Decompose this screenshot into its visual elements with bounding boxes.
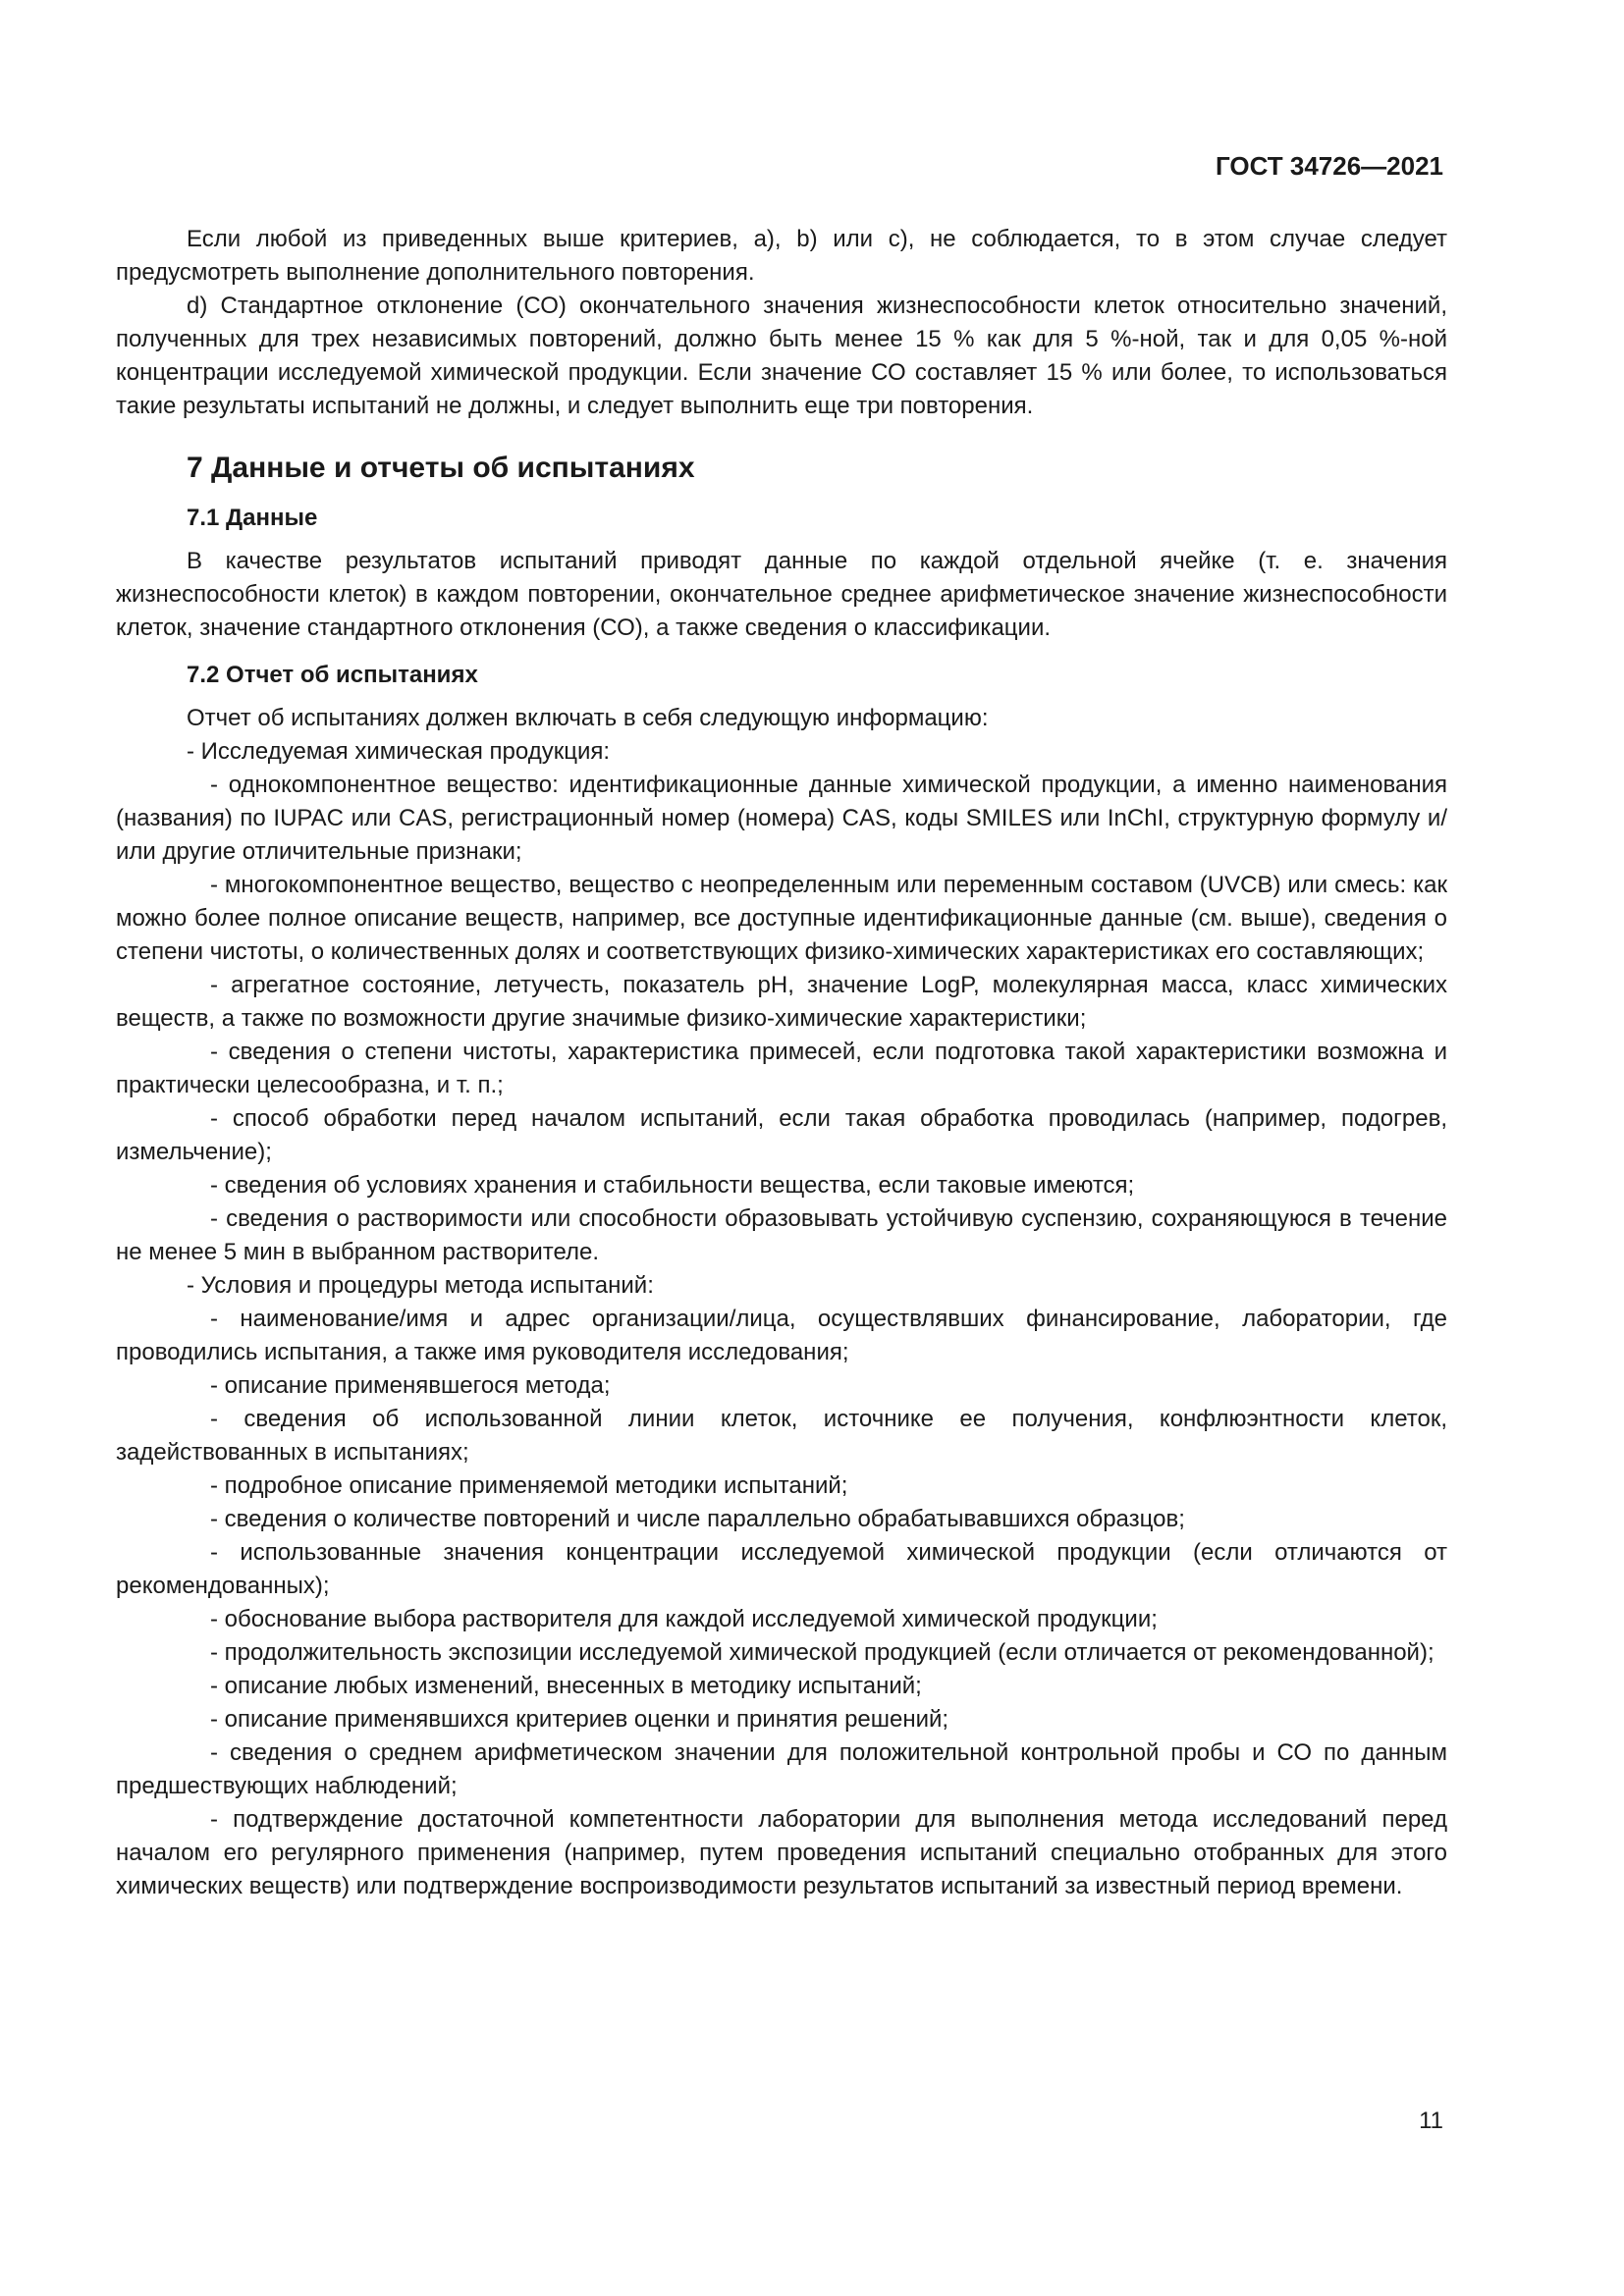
list-item: - подробное описание применяемой методики испытаний; <box>210 1472 848 1499</box>
paragraph: d) Стандартное отклонение (СО) окончательного значения жизнеспособности клеток относительно значений, полученных для трех независимых повторений, должно быть менее 15 % как для 5 %-ной, так и для 0,05 %-ной концентрации исследуемой химической продукции. Если значение СО составляет 15 % или более, то использоваться такие результаты испытаний не должны, и следует выполнить еще три повторения. <box>116 293 1447 419</box>
list-item: - описание любых изменений, внесенных в методику испытаний; <box>210 1673 922 1699</box>
page-body <box>116 223 1447 1903</box>
list-item: - однокомпонентное вещество: идентификационные данные химической продукции, а именно наименования (названия) по IUPAC или CAS, регистрационный номер (номера) CAS, коды SMILES или InChI, структурную формулу и/или другие отличительные признаки; <box>116 772 1447 865</box>
subsection-heading: 7.2 Отчет об испытаниях <box>187 662 478 688</box>
list-item: - использованные значения концентрации исследуемой химической продукции (если отличаются от рекомендованных); <box>116 1539 1447 1599</box>
paragraph: В качестве результатов испытаний приводят данные по каждой отдельной ячейке (т. е. значения жизнеспособности клеток) в каждом повторении, окончательное среднее арифметическое значение жизнеспособности клеток, значение стандартного отклонения (СО), а также сведения о классификации. <box>116 548 1447 641</box>
list-item: - многокомпонентное вещество, вещество с неопределенным или переменным составом (UVCB) или смесь: как можно более полное описание веществ, например, все доступные идентификационные данные (см. выше), сведения о степени чистоты, о количественных долях и соответствующих физико-химических характеристиках его составляющих; <box>116 872 1447 965</box>
list-item: - сведения о степени чистоты, характеристика примесей, если подготовка такой характеристики возможна и практически целесообразна, и т. п.; <box>116 1039 1447 1098</box>
list-item: - способ обработки перед началом испытаний, если такая обработка проводилась (например, подогрев, измельчение); <box>116 1105 1447 1165</box>
subsection-heading: 7.1 Данные <box>187 505 318 531</box>
list-item: - сведения об использованной линии клеток, источнике ее получения, конфлюэнтности клеток, задействованных в испытаниях; <box>116 1406 1447 1466</box>
list-item: - обоснование выбора растворителя для каждой исследуемой химической продукции; <box>210 1606 1158 1632</box>
section-heading: 7 Данные и отчеты об испытаниях <box>187 452 695 484</box>
list-group-title: - Условия и процедуры метода испытаний: <box>187 1272 654 1299</box>
list-item: - описание применявшихся критериев оценки и принятия решений; <box>210 1706 949 1733</box>
list-item: - сведения о среднем арифметическом значении для положительной контрольной пробы и СО по данным предшествующих наблюдений; <box>116 1739 1447 1799</box>
paragraph: Отчет об испытаниях должен включать в себя следующую информацию: <box>187 705 989 731</box>
list-item: - сведения о количестве повторений и числе параллельно обрабатывавшихся образцов; <box>210 1506 1185 1532</box>
list-item: - продолжительность экспозиции исследуемой химической продукцией (если отличается от рекомендованной); <box>210 1639 1435 1666</box>
list-item: - агрегатное состояние, летучесть, показатель pH, значение LogP, молекулярная масса, класс химических веществ, а также по возможности другие значимые физико-химические характеристики; <box>116 972 1447 1032</box>
list-item: - наименование/имя и адрес организации/лица, осуществлявших финансирование, лаборатории, где проводились испытания, а также имя руководителя исследования; <box>116 1306 1447 1365</box>
list-item: - описание применявшегося метода; <box>210 1372 611 1399</box>
paragraph: Если любой из приведенных выше критериев, a), b) или c), не соблюдается, то в этом случае следует предусмотреть выполнение дополнительного повторения. <box>116 226 1447 286</box>
list-item: - сведения об условиях хранения и стабильности вещества, если таковые имеются; <box>210 1172 1135 1199</box>
page-number: 11 <box>1419 2108 1443 2134</box>
document-code: ГОСТ 34726—2021 <box>1216 151 1443 181</box>
list-item: - подтверждение достаточной компетентности лаборатории для выполнения метода исследований перед началом его регулярного применения (например, путем проведения испытаний специально отобранных для этого химических веществ) или подтверждение воспроизводимости результатов испытаний за известный период времени. <box>116 1806 1447 1899</box>
list-group-title: - Исследуемая химическая продукция: <box>187 738 611 765</box>
list-item: - сведения о растворимости или способности образовывать устойчивую суспензию, сохраняющуюся в течение не менее 5 мин в выбранном растворителе. <box>116 1205 1447 1265</box>
